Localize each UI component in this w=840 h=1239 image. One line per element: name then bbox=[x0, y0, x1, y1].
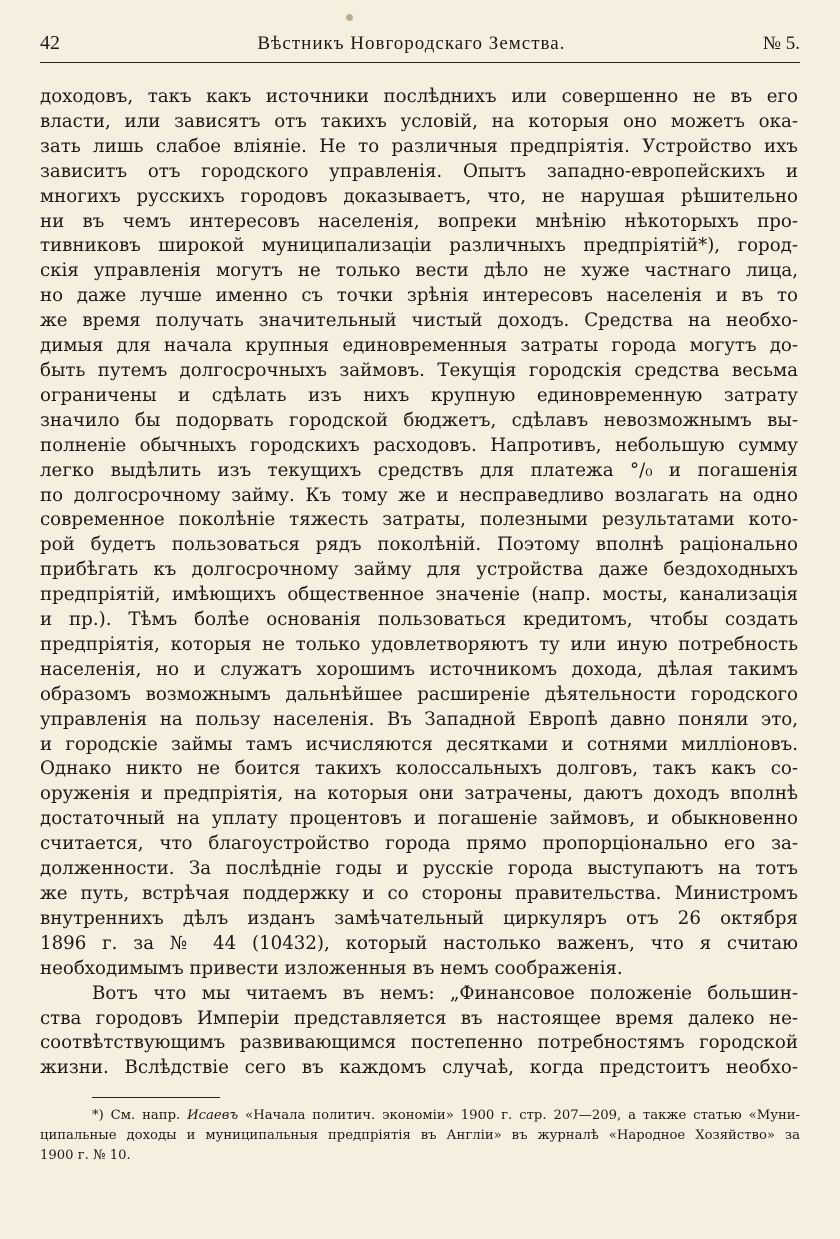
text-line: скія управленія могутъ не только вести дѣло не хуже частнаго лица, bbox=[40, 260, 798, 282]
text-line: зать лишь слабое вліяніе. Не то различныя предпріятія. Устройство ихъ bbox=[40, 135, 798, 157]
footnote-text: «Начала политич. экономіи» 1900 г. стр. 207—209, а также статью «Муни- bbox=[238, 1108, 800, 1123]
text-line: населенія, но и служатъ хорошимъ источникомъ дохода, дѣлая такимъ bbox=[40, 658, 798, 680]
text-line: и городскіе займы тамъ исчисляются десятками и сотнями милліоновъ. bbox=[40, 733, 798, 755]
text-line: жизни. Вслѣдствіе сего въ каждомъ случаѣ, когда предстоитъ необхо- bbox=[40, 1057, 798, 1079]
footnote-line: ципальные доходы и муниципальныя предпріятія въ Англіи» въ журналѣ «Народное Хозяйство» за bbox=[40, 1128, 800, 1143]
footnote bbox=[40, 1106, 800, 1166]
text-line: образомъ возможнымъ дальнѣйшее расширеніе дѣятельности городского bbox=[40, 683, 798, 705]
text-line: значило бы подорвать городской бюджетъ, сдѣлавъ невозможнымъ вы- bbox=[40, 409, 798, 431]
body-text bbox=[40, 85, 798, 1081]
text-line: и пр.). Тѣмъ болѣе основанія пользоваться кредитомъ, чтобы создать bbox=[40, 609, 798, 631]
text-line: легко выдѣлить изъ текущихъ средствъ для платежа °/₀ и погашенія bbox=[40, 459, 798, 481]
text-line: рой будетъ пользоваться рядъ поколѣній. Поэтому вполнѣ раціонально bbox=[40, 534, 798, 556]
text-line: управленія на пользу населенія. Въ Западной Европѣ давно поняли это, bbox=[40, 708, 798, 730]
page-number: 42 bbox=[40, 32, 60, 54]
text-line: же путь, встрѣчая поддержку и со стороны правительства. Министромъ bbox=[40, 883, 798, 904]
footnote-marker: *) См. напр. bbox=[92, 1108, 188, 1123]
text-line: доходовъ, такъ какъ источники послѣднихъ или совершенно не въ его bbox=[40, 86, 798, 107]
text-line: зависитъ отъ городского управленія. Опытъ западно-европейскихъ и bbox=[40, 160, 798, 182]
text-line: димыя для начала крупныя единовременныя затраты города могутъ до- bbox=[40, 335, 798, 357]
text-line: достаточный на уплату процентовъ и погашеніе займовъ, и обыкновенно bbox=[40, 808, 798, 830]
text-line: необходимымъ привести изложенныя въ немъ соображенія. bbox=[40, 957, 623, 979]
text-line: оруженія и предпріятія, на которыя они затрачены, даютъ доходъ вполнѣ bbox=[40, 783, 798, 805]
text-line: но даже лучше именно съ точки зрѣнія интересовъ населенія и въ то bbox=[40, 285, 798, 307]
journal-title: Вѣстникъ Новгородскаго Земства. bbox=[257, 33, 566, 54]
text-line: быть путемъ долгосрочныхъ займовъ. Текущія городскія средства весьма bbox=[40, 359, 798, 381]
footnote-author: Исаевъ bbox=[187, 1108, 239, 1123]
running-header bbox=[40, 32, 800, 60]
ink-spot bbox=[346, 14, 353, 21]
footnote-line bbox=[40, 1106, 800, 1126]
text-line: ни въ чемъ интересовъ населенія, вопреки мнѣнію нѣкоторыхъ про- bbox=[40, 210, 798, 232]
footnote-line: 1900 г. № 10. bbox=[40, 1148, 131, 1163]
text-line: же время получать значительный чистый доходъ. Средства на необхо- bbox=[40, 310, 798, 332]
text-line: многихъ русскихъ городовъ доказываетъ, что, не нарушая рѣшительно bbox=[40, 185, 798, 207]
text-line: Вотъ что мы читаемъ въ немъ: „Финансовое положеніе большин- bbox=[92, 982, 798, 1004]
text-line: Однако никто не боится такихъ колоссальныхъ долговъ, такъ какъ со- bbox=[40, 758, 798, 780]
text-line: прибѣгать къ долгосрочному займу для устройства даже бездоходныхъ bbox=[40, 559, 798, 581]
text-line: по долгосрочному займу. Къ тому же и несправедливо возлагать на одно bbox=[40, 484, 798, 506]
text-line: тивниковъ широкой муниципализаціи различныхъ предпріятій*), город- bbox=[40, 235, 798, 257]
text-line: внутреннихъ дѣлъ изданъ замѣчательный циркуляръ отъ 26 октября bbox=[40, 907, 798, 929]
header-rule bbox=[40, 62, 800, 63]
text-line: 1896 г. за № 44 (10432), который настолько важенъ, что я считаю bbox=[40, 932, 798, 954]
text-line: власти, или зависятъ отъ такихъ условій, на которыя оно можетъ ока- bbox=[40, 110, 798, 132]
text-line: предпріятія, которыя не только удовлетворяютъ ту или иную потребность bbox=[40, 633, 798, 655]
text-line: соотвѣтствующимъ развивающимся постепенно потребностямъ городской bbox=[40, 1032, 798, 1054]
text-line: ства городовъ Имперіи представляется въ настоящее время далеко не- bbox=[40, 1007, 798, 1029]
text-line: предпріятій, имѣющихъ общественное значеніе (напр. мосты, канализація bbox=[40, 584, 798, 606]
text-line: ограничены и сдѣлать изъ нихъ крупную единовременную затрату bbox=[40, 384, 798, 406]
text-line: долженности. За послѣдніе годы и русскіе города выступаютъ на тотъ bbox=[40, 858, 798, 880]
text-line: полненіе обычныхъ городскихъ расходовъ. Напротивъ, небольшую сумму bbox=[40, 434, 798, 456]
footnote-rule bbox=[92, 1097, 220, 1098]
issue-number: № 5. bbox=[762, 33, 800, 54]
text-line: современное поколѣніе тяжесть затраты, полезными результатами кото- bbox=[40, 509, 798, 531]
text-line: считается, что благоустройство города прямо пропорціонально его за- bbox=[40, 833, 798, 855]
